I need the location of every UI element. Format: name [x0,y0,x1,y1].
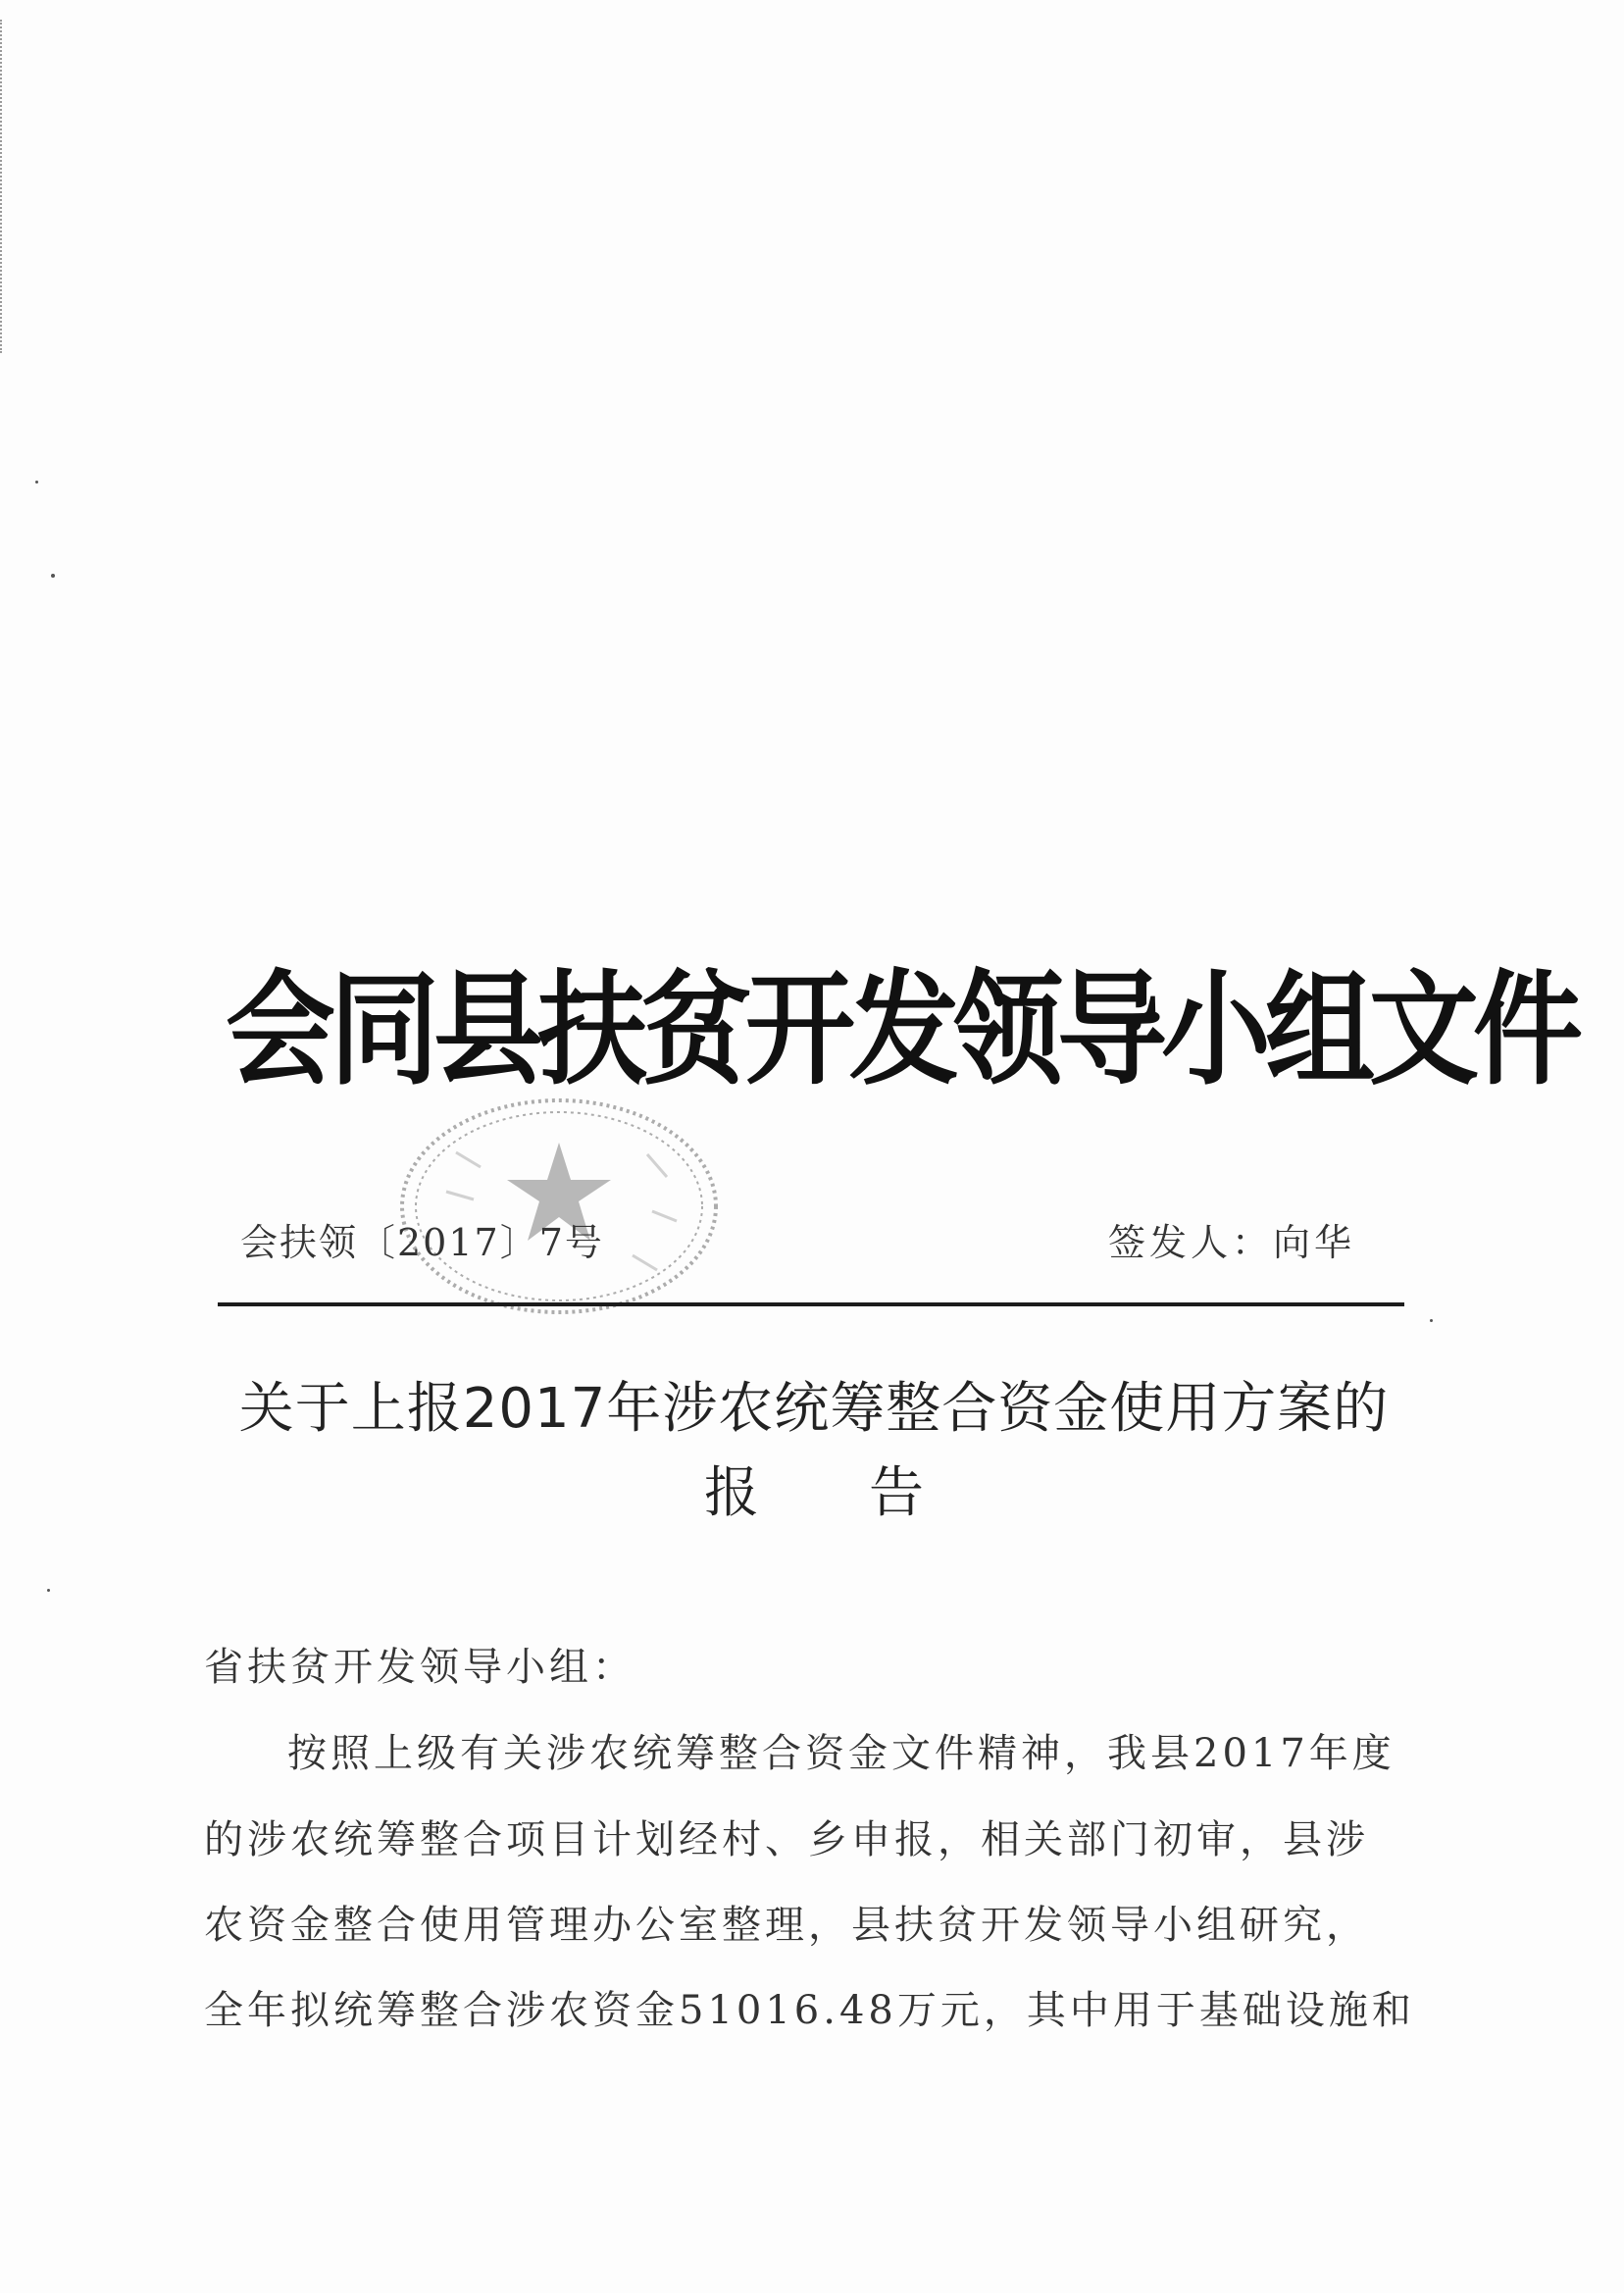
body-paragraph-line: 农资金整合使用管理办公室整理，县扶贫开发领导小组研究， [204,1903,1369,1948]
scan-speck [1430,1319,1433,1322]
salutation: 省扶贫开发领导小组： [204,1645,635,1690]
report-title-line-2: 报 告 [704,1461,924,1525]
body-paragraph-line: 的涉农统筹整合项目计划经村、乡申报，相关部门初审，县涉 [204,1817,1369,1862]
report-title-line-1: 关于上报2017年涉农统筹整合资金使用方案的 [238,1377,1390,1441]
official-seal [387,1094,726,1319]
scan-edge-artifact [0,20,6,353]
scan-speck [47,1589,50,1592]
document-header-title: 会同县扶贫开发领导小组文件 [226,957,1577,1102]
scan-speck [51,574,55,578]
header-divider-rule [218,1302,1404,1306]
scan-speck [35,481,38,484]
document-number: 会扶领〔2017〕7号 [240,1221,604,1264]
issuer-signature-line: 签发人：向华 [1108,1221,1356,1264]
body-paragraph-line: 按照上级有关涉农统筹整合资金文件精神，我县2017年度 [287,1731,1396,1776]
body-paragraph-line: 全年拟统筹整合涉农资金51016.48万元，其中用于基础设施和 [204,1988,1415,2033]
